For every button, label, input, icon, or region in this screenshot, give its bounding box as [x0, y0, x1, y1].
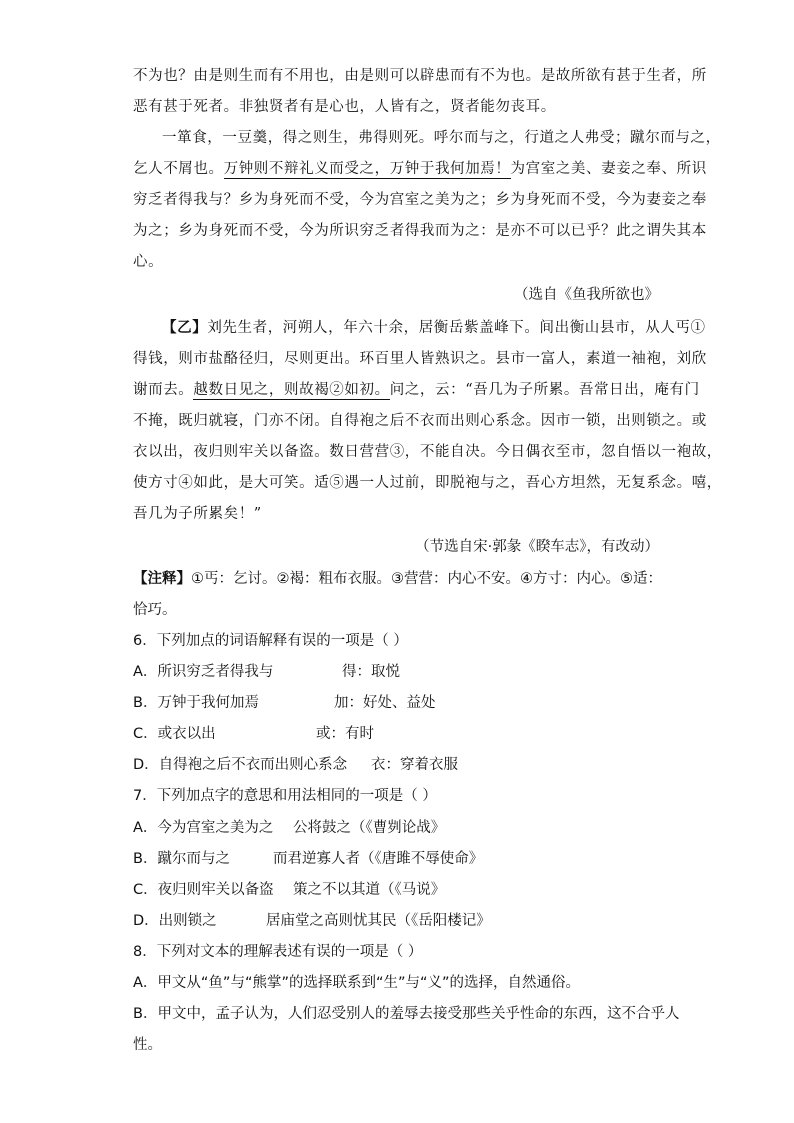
notes-label: 【注释】	[133, 571, 191, 587]
passage-b-text: 谢而去。	[133, 382, 194, 398]
question-7-option-d-compare: 居庙堂之高则忧其民（《岳阳楼记》	[266, 913, 491, 929]
question-6-option-b: B．万钟于我何加焉	[133, 695, 259, 711]
question-6-option-c-gloss: 或：有时	[316, 726, 374, 742]
question-8-option-b: B．甲文中，孟子认为，人们忍受别人的羞辱去接受那些关乎性命的东西，这不合乎人	[133, 1006, 680, 1022]
question-7-option-c-compare: 策之不以其道（《马说》	[293, 882, 446, 898]
passage-b-line: 得钱，则市盐酪径归，尽则更出。环百里人皆熟识之。县市一富人，素道一袖袍，刘欣	[133, 351, 707, 367]
passage-b-line: 吾几为子所累矣！”	[133, 506, 262, 522]
passage-b-line: 不掩，既归就寝，门亦不闭。自得袍之后不衣而出则心系念。因市一锁，出则锁之。或	[133, 413, 707, 429]
passage-b-line	[133, 380, 700, 400]
question-7-option-a: A．今为宫室之美为之	[133, 820, 274, 836]
underlined-sentence: 万钟则不辩礼义而受之，万钟于我何加焉！	[223, 161, 511, 177]
passage-a-line	[133, 159, 707, 179]
underlined-sentence: 越数日见之，则故褐②如初。	[193, 382, 390, 398]
question-6-option-b-gloss: 加：好处、益处	[334, 695, 436, 711]
passage-b-line: 使方寸④如此，是大可笑。适⑤遇一人过前，即脱袍与之，吾心方坦然，无复系念。嘻，	[133, 475, 722, 491]
question-7-stem: 7．下列加点字的意思和用法相同的一项是（ ）	[133, 788, 437, 804]
passage-b-source: （节选自宋·郭彖《睽车志》，有改动）	[415, 539, 659, 555]
passage-b-line	[162, 318, 706, 338]
passage-a-line: 心。	[133, 254, 164, 270]
notes-line	[133, 569, 662, 589]
question-7-option-d: D．出则锁之	[133, 913, 217, 929]
question-6-option-a-gloss: 得：取悦	[342, 664, 400, 680]
question-7-option-c: C．夜归则牢关以备盗	[133, 882, 274, 898]
passage-a-text: 为宫室之美、妻妾之奉、所识	[510, 161, 707, 177]
question-8-option-a: A．甲文从“鱼”与“熊掌”的选择联系到“生”与“义”的选择，自然通俗。	[133, 975, 581, 991]
passage-b-text: 问之，云：“吾几为子所累。吾常日出，庵有门	[389, 382, 700, 398]
question-6-option-d: D．自得袍之后不衣而出则心系念	[133, 757, 348, 773]
passage-a-line: 不为也？由是则生而有不用也，由是则可以辟患而有不为也。是故所欲有甚于生者，所	[133, 68, 707, 84]
question-6-option-d-gloss: 衣：穿着衣服	[371, 757, 458, 773]
passage-b-text: 刘先生者，河朔人，年六十余，居衡岳紫盖峰下。间出衡山县市，从人丐①	[207, 320, 706, 336]
question-8-option-b-cont: 性。	[133, 1037, 162, 1053]
question-8-stem: 8．下列对文本的理解表述有误的一项是（ ）	[133, 944, 423, 960]
question-6-option-a: A．所识穷乏者得我与	[133, 664, 274, 680]
passage-b-label: 【乙】	[162, 320, 208, 336]
notes-line: 恰巧。	[133, 602, 177, 618]
passage-a-line: 一箪食，一豆羹，得之则生，弗得则死。呼尔而与之，行道之人弗受；蹴尔而与之，	[162, 130, 721, 146]
passage-a-line: 为之；乡为身死而不受，今为所识穷乏者得我而为之：是亦不可以已乎？此之谓失其本	[133, 223, 707, 239]
passage-b-line: 衣以出，夜归则牢关以备盗。数日营营③，不能自决。今日偶衣至市，忽自悟以一袍故，	[133, 444, 722, 460]
passage-a-line: 穷乏者得我与？乡为身死而不受，今为宫室之美为之；乡为身死而不受，今为妻妾之奉	[133, 192, 707, 208]
passage-a-text: 乞人不屑也。	[133, 161, 224, 177]
notes-text: ①丐：乞讨。②褐：粗布衣服。③营营：内心不安。④方寸：内心。⑤适：	[191, 571, 662, 587]
question-7-option-a-compare: 公将鼓之（《曹刿论战》	[293, 820, 446, 836]
passage-a-line: 恶有甚于死者。非独贤者有是心也，人皆有之，贤者能勿丧耳。	[133, 99, 556, 115]
question-7-option-b-compare: 而君逆寡人者（《唐雎不辱使命》	[273, 851, 484, 867]
passage-a-source: （选自《鱼我所欲也》	[514, 287, 659, 303]
question-6-option-c: C．或衣以出	[133, 726, 216, 742]
question-7-option-b: B．蹴尔而与之	[133, 851, 230, 867]
question-6-stem: 6．下列加点的词语解释有误的一项是（ ）	[133, 633, 408, 649]
